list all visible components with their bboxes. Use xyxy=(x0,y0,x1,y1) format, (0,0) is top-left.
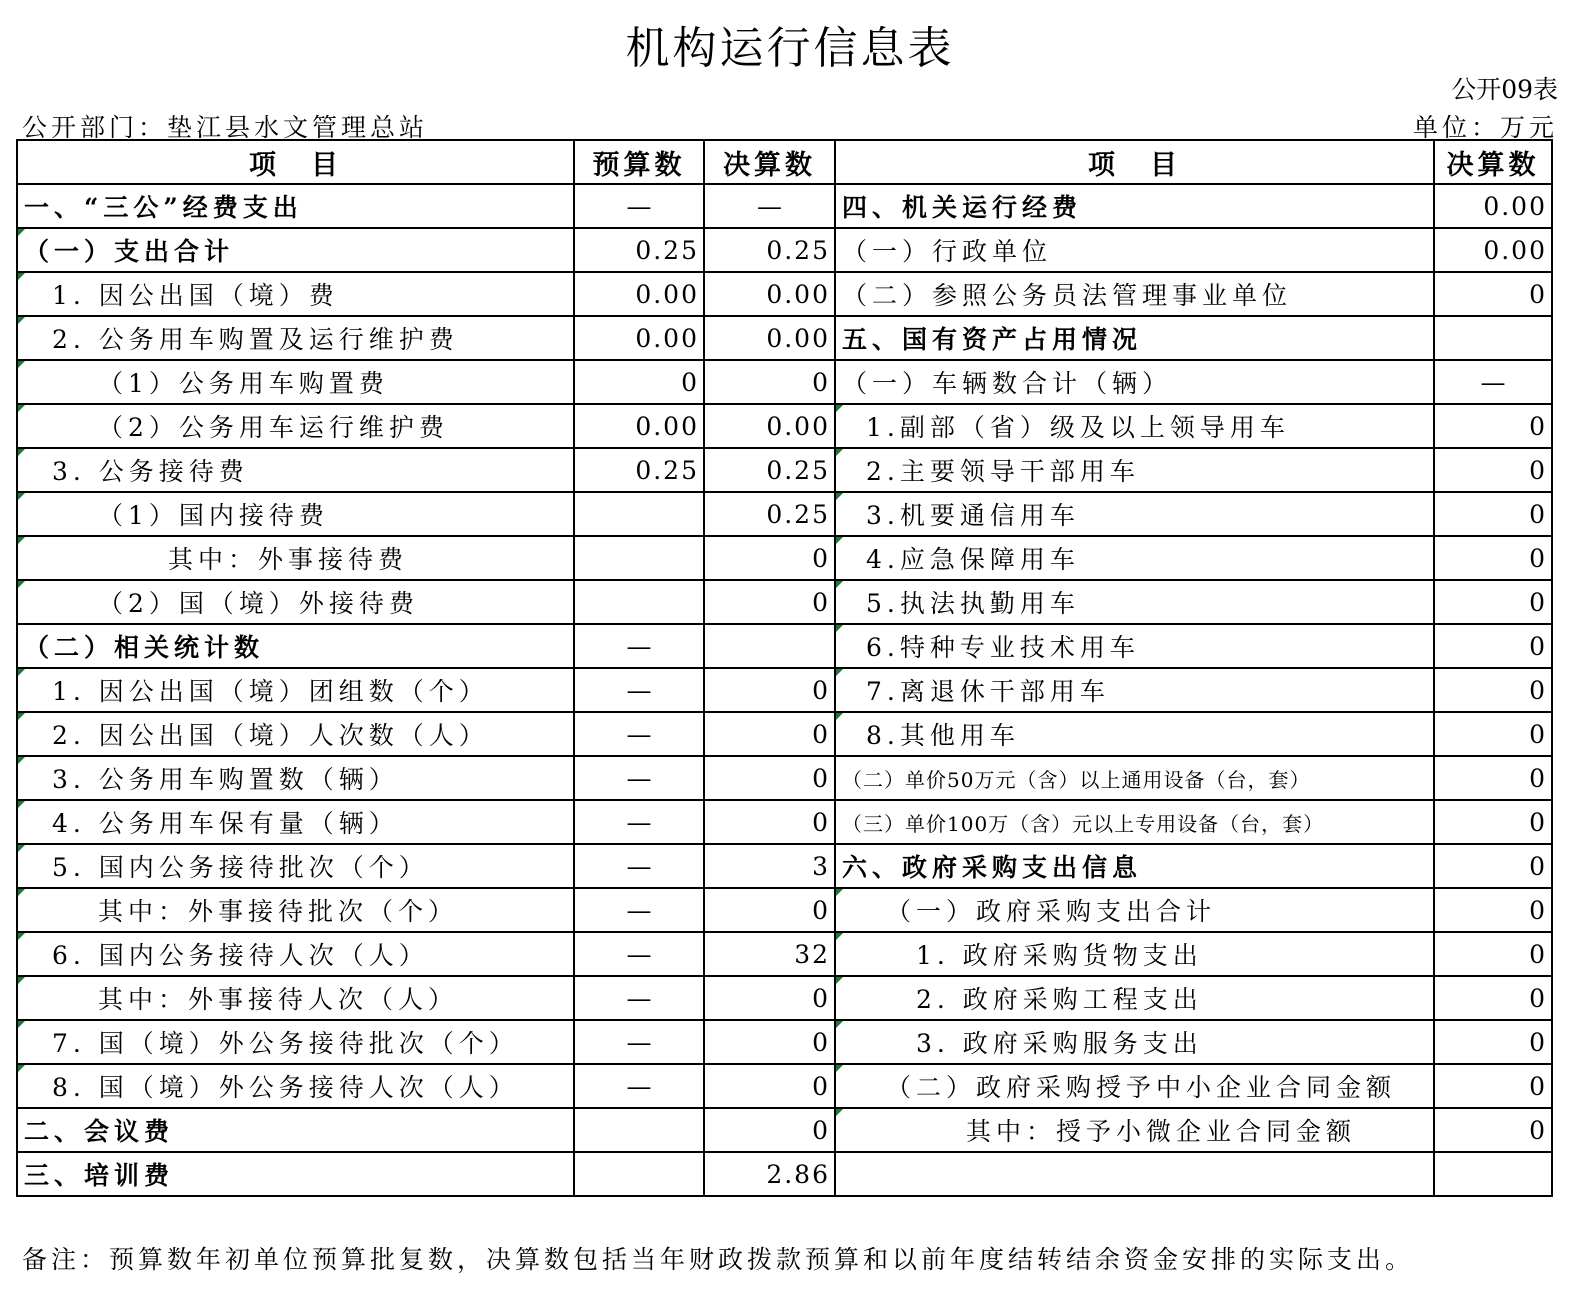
row-final-value: 2.86 xyxy=(704,1152,835,1196)
row-budget-value xyxy=(574,492,704,536)
row-final-value: — xyxy=(704,184,835,228)
table-row xyxy=(17,1108,1552,1152)
row-budget-value: 0.00 xyxy=(574,316,704,360)
header-item-right: 项 目 xyxy=(835,140,1434,184)
unit-label: 单位：万元 xyxy=(1412,113,1558,142)
row-budget-value: — xyxy=(574,712,704,756)
table-row xyxy=(17,448,1552,492)
row-item-left: 其中：外事接待人次（人） xyxy=(17,976,574,1020)
row-final-value: 0 xyxy=(704,1108,835,1152)
table-row xyxy=(17,1020,1552,1064)
row-budget-value: — xyxy=(574,844,704,888)
row-final-right-value: 0 xyxy=(1434,448,1552,492)
row-budget-value: — xyxy=(574,976,704,1020)
row-item-left: 2. 因公出国（境）人次数（人） xyxy=(17,712,574,756)
row-item-right: 四、机关运行经费 xyxy=(835,184,1434,228)
row-budget-value: — xyxy=(574,668,704,712)
row-final-value: 0 xyxy=(704,1020,835,1064)
footnote: 备注：预算数年初单位预算批复数，决算数包括当年财政拨款预算和以前年度结转结余资金安排的实际支出。 xyxy=(22,1245,1415,1274)
row-item-left: （一）支出合计 xyxy=(17,228,574,272)
row-final-right-value: 0 xyxy=(1434,624,1552,668)
row-item-left: 3. 公务用车购置数（辆） xyxy=(17,756,574,800)
row-budget-value: — xyxy=(574,1064,704,1108)
row-item-left: 6. 国内公务接待人次（人） xyxy=(17,932,574,976)
row-final-value: 0 xyxy=(704,1064,835,1108)
row-final-value: 0.00 xyxy=(704,316,835,360)
row-item-right: （一）行政单位 xyxy=(835,228,1434,272)
row-item-right: （二）单价50万元（含）以上通用设备（台，套） xyxy=(835,756,1434,800)
row-item-right: （一）车辆数合计（辆） xyxy=(835,360,1434,404)
table-row xyxy=(17,844,1552,888)
row-final-value: 0.00 xyxy=(704,404,835,448)
table-row xyxy=(17,800,1552,844)
table-row xyxy=(17,580,1552,624)
row-final-right-value: 0 xyxy=(1434,756,1552,800)
row-final-right-value: 0 xyxy=(1434,976,1552,1020)
table-row xyxy=(17,272,1552,316)
row-item-left: （2）公务用车运行维护费 xyxy=(17,404,574,448)
row-final-right-value: 0 xyxy=(1434,932,1552,976)
page-title: 机构运行信息表 xyxy=(625,23,955,74)
row-item-right: 3.机要通信用车 xyxy=(835,492,1434,536)
row-final-value: 32 xyxy=(704,932,835,976)
header-item-left: 项 目 xyxy=(17,140,574,184)
row-item-right: 1.副部（省）级及以上领导用车 xyxy=(835,404,1434,448)
row-final-right-value: 0 xyxy=(1434,536,1552,580)
row-final-right-value: 0 xyxy=(1434,712,1552,756)
row-final-right-value: 0 xyxy=(1434,1064,1552,1108)
row-budget-value: — xyxy=(574,624,704,668)
row-item-right: 3. 政府采购服务支出 xyxy=(835,1020,1434,1064)
row-final-right-value: 0 xyxy=(1434,800,1552,844)
table-row xyxy=(17,184,1552,228)
row-item-left: 其中：外事接待批次（个） xyxy=(17,888,574,932)
row-item-left: 3. 公务接待费 xyxy=(17,448,574,492)
row-final-right-value xyxy=(1434,1152,1552,1196)
table-row xyxy=(17,756,1552,800)
row-budget-value: 0 xyxy=(574,360,704,404)
row-budget-value: — xyxy=(574,800,704,844)
row-budget-value xyxy=(574,536,704,580)
row-final-value: 3 xyxy=(704,844,835,888)
row-budget-value: — xyxy=(574,932,704,976)
row-final-value: 0 xyxy=(704,756,835,800)
department-label: 公开部门：垫江县水文管理总站 xyxy=(22,113,429,142)
table-row xyxy=(17,932,1552,976)
table-row xyxy=(17,1152,1552,1196)
row-item-left: （2）国（境）外接待费 xyxy=(17,580,574,624)
table-row xyxy=(17,624,1552,668)
row-final-right-value: 0 xyxy=(1434,844,1552,888)
row-item-right: （三）单价100万（含）元以上专用设备（台，套） xyxy=(835,800,1434,844)
table-row xyxy=(17,228,1552,272)
row-final-value: 0 xyxy=(704,580,835,624)
row-final-right-value: 0 xyxy=(1434,580,1552,624)
row-final-value: 0 xyxy=(704,668,835,712)
row-item-left: 二、会议费 xyxy=(17,1108,574,1152)
row-item-right: 4.应急保障用车 xyxy=(835,536,1434,580)
row-item-left: 5. 国内公务接待批次（个） xyxy=(17,844,574,888)
row-item-right: （二）参照公务员法管理事业单位 xyxy=(835,272,1434,316)
row-item-right: 其中：授予小微企业合同金额 xyxy=(835,1108,1434,1152)
row-final-value: 0.00 xyxy=(704,272,835,316)
row-item-left: 4. 公务用车保有量（辆） xyxy=(17,800,574,844)
row-final-right-value: 0 xyxy=(1434,272,1552,316)
row-final-right-value xyxy=(1434,316,1552,360)
row-final-value: 0 xyxy=(704,536,835,580)
row-final-value: 0 xyxy=(704,800,835,844)
table-row xyxy=(17,360,1552,404)
table-row xyxy=(17,536,1552,580)
row-final-right-value: 0 xyxy=(1434,1020,1552,1064)
row-item-right: 8.其他用车 xyxy=(835,712,1434,756)
row-item-right: 2.主要领导干部用车 xyxy=(835,448,1434,492)
table-row xyxy=(17,976,1552,1020)
row-item-right: 2. 政府采购工程支出 xyxy=(835,976,1434,1020)
row-item-right xyxy=(835,1152,1434,1196)
table-row xyxy=(17,316,1552,360)
header-budget: 预算数 xyxy=(574,140,704,184)
row-final-right-value: 0 xyxy=(1434,668,1552,712)
row-item-left: （二）相关统计数 xyxy=(17,624,574,668)
form-number: 公开09表 xyxy=(1451,75,1558,104)
row-final-value: 0.25 xyxy=(704,492,835,536)
row-item-left: 三、培训费 xyxy=(17,1152,574,1196)
row-item-right: 1. 政府采购货物支出 xyxy=(835,932,1434,976)
row-budget-value xyxy=(574,580,704,624)
row-final-right-value: 0 xyxy=(1434,888,1552,932)
table-row xyxy=(17,712,1552,756)
row-item-right: 6.特种专业技术用车 xyxy=(835,624,1434,668)
row-final-right-value: 0.00 xyxy=(1434,228,1552,272)
row-budget-value: 0.25 xyxy=(574,228,704,272)
table-row xyxy=(17,1064,1552,1108)
row-item-left: 2. 公务用车购置及运行维护费 xyxy=(17,316,574,360)
row-final-right-value: 0 xyxy=(1434,1108,1552,1152)
row-item-left: 8. 国（境）外公务接待人次（人） xyxy=(17,1064,574,1108)
row-final-right-value: 0 xyxy=(1434,404,1552,448)
header-final-right: 决算数 xyxy=(1434,140,1552,184)
row-final-value: 0.25 xyxy=(704,228,835,272)
row-item-right: 五、国有资产占用情况 xyxy=(835,316,1434,360)
row-budget-value: 0.00 xyxy=(574,272,704,316)
row-final-value: 0 xyxy=(704,360,835,404)
table-row xyxy=(17,888,1552,932)
header-final-left: 决算数 xyxy=(704,140,835,184)
row-budget-value: — xyxy=(574,756,704,800)
table-header-row xyxy=(17,140,1552,184)
row-final-value: 0 xyxy=(704,888,835,932)
row-item-left: （1）公务用车购置费 xyxy=(17,360,574,404)
row-budget-value: 0.25 xyxy=(574,448,704,492)
table-row xyxy=(17,492,1552,536)
row-final-value: 0.25 xyxy=(704,448,835,492)
row-item-right: （一）政府采购支出合计 xyxy=(835,888,1434,932)
table-row xyxy=(17,668,1552,712)
table-row xyxy=(17,404,1552,448)
row-item-left: （1）国内接待费 xyxy=(17,492,574,536)
row-budget-value: — xyxy=(574,184,704,228)
row-budget-value xyxy=(574,1152,704,1196)
row-item-right: 7.离退休干部用车 xyxy=(835,668,1434,712)
row-item-left: 一、“三公”经费支出 xyxy=(17,184,574,228)
row-item-right: 5.执法执勤用车 xyxy=(835,580,1434,624)
row-final-value: 0 xyxy=(704,712,835,756)
row-item-left: 其中：外事接待费 xyxy=(17,536,574,580)
row-final-right-value: — xyxy=(1434,360,1552,404)
row-final-value: 0 xyxy=(704,976,835,1020)
row-item-left: 1. 因公出国（境）费 xyxy=(17,272,574,316)
row-final-right-value: 0.00 xyxy=(1434,184,1552,228)
operation-info-table xyxy=(16,139,1553,1197)
row-budget-value: 0.00 xyxy=(574,404,704,448)
row-budget-value: — xyxy=(574,888,704,932)
row-item-right: 六、政府采购支出信息 xyxy=(835,844,1434,888)
row-item-left: 7. 国（境）外公务接待批次（个） xyxy=(17,1020,574,1064)
row-final-right-value: 0 xyxy=(1434,492,1552,536)
row-item-left: 1. 因公出国（境）团组数（个） xyxy=(17,668,574,712)
row-item-right: （二）政府采购授予中小企业合同金额 xyxy=(835,1064,1434,1108)
row-final-value xyxy=(704,624,835,668)
row-budget-value: — xyxy=(574,1020,704,1064)
row-budget-value xyxy=(574,1108,704,1152)
